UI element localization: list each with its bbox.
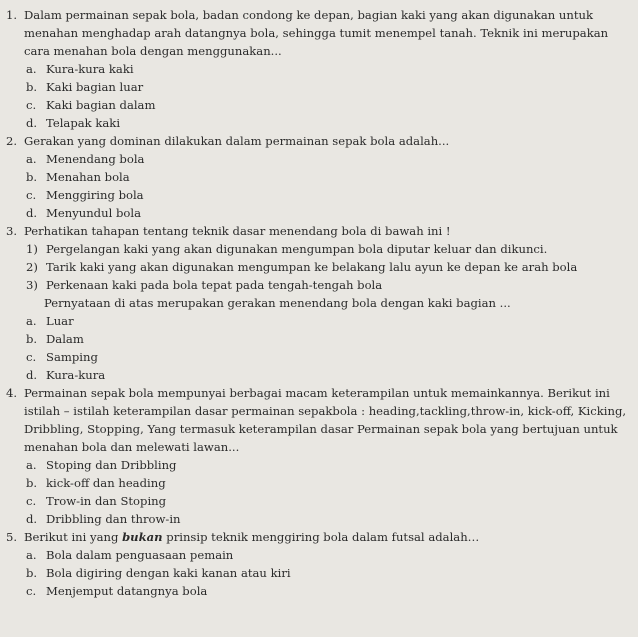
option-c: c. Kaki bagian dalam	[26, 98, 156, 112]
option-b: b. Bola digiring dengan kaki kanan atau kiri	[26, 566, 291, 580]
question-text: Berikut ini yang bukan prinsip teknik menggiring bola dalam futsal adalah…	[24, 530, 480, 544]
option-a: a. Kura-kura kaki	[26, 62, 134, 76]
option-d: d. Telapak kaki	[26, 116, 121, 130]
question-3	[6, 222, 632, 384]
option-b: b. Menahan bola	[26, 170, 130, 184]
option-b: b. Dalam	[26, 332, 84, 346]
question-number: 3.	[6, 224, 18, 238]
option-a: a. Luar	[26, 314, 74, 328]
option-c: c. Samping	[26, 350, 98, 364]
question-text: Perhatikan tahapan tentang teknik dasar menendang bola di bawah ini !	[24, 224, 451, 238]
option-a: a. Menendang bola	[26, 152, 145, 166]
option-a: a. Stoping dan Dribbling	[26, 458, 177, 472]
question-number: 5.	[6, 530, 18, 544]
step-3: 3) Perkenaan kaki pada bola tepat pada tengah-tengah bola	[26, 278, 383, 292]
question-number: 1.	[6, 8, 18, 22]
option-d: d. Kura-kura	[26, 368, 106, 382]
question-number: 2.	[6, 134, 18, 148]
option-c: c. Menjemput datangnya bola	[26, 584, 208, 598]
option-a: a. Bola dalam penguasaan pemain	[26, 548, 234, 562]
question-text: Gerakan yang dominan dilakukan dalam permainan sepak bola adalah...	[24, 134, 450, 148]
step-2: 2) Tarik kaki yang akan digunakan mengumpan ke belakang lalu ayun ke depan ke arah bola	[26, 260, 578, 274]
question-number: 4.	[6, 386, 18, 400]
option-b: b. Kaki bagian luar	[26, 80, 144, 94]
statement-text: Pernyataan di atas merupakan gerakan menendang bola dengan kaki bagian ...	[44, 296, 511, 310]
option-c: c. Menggiring bola	[26, 188, 144, 202]
question-4	[6, 384, 632, 528]
step-1: 1) Pergelangan kaki yang akan digunakan mengumpan bola diputar keluar dan dikunci.	[26, 242, 548, 256]
option-d: d. Dribbling dan throw-in	[26, 512, 181, 526]
question-text: Permainan sepak bola mempunyai berbagai macam keterampilan untuk memainkannya. Berikut ini istilah – istilah keterampilan dasar permainan sepakbola : heading,tackling,throw-in, kick-off, Kicking, Dribbling, Stopping, Yang termasuk keterampilan dasar Permainan sepak bola yang bertujuan untuk menahan bola dan melewati lawan...	[24, 386, 627, 454]
emphasis-word: bukan	[122, 530, 163, 544]
question-text: Dalam permainan sepak bola, badan condong ke depan, bagian kaki yang akan digunakan untuk menahan menghadap arah datangnya bola, sehingga tumit menempel tanah. Teknik ini merupakan cara menahan bola dengan menggunakan...	[24, 8, 609, 58]
option-b: b. kick-off dan heading	[26, 476, 166, 490]
question-1	[6, 6, 632, 132]
option-d: d. Menyundul bola	[26, 206, 141, 220]
question-2	[6, 132, 632, 222]
question-5	[6, 528, 632, 600]
option-c: c. Trow-in dan Stoping	[26, 494, 167, 508]
